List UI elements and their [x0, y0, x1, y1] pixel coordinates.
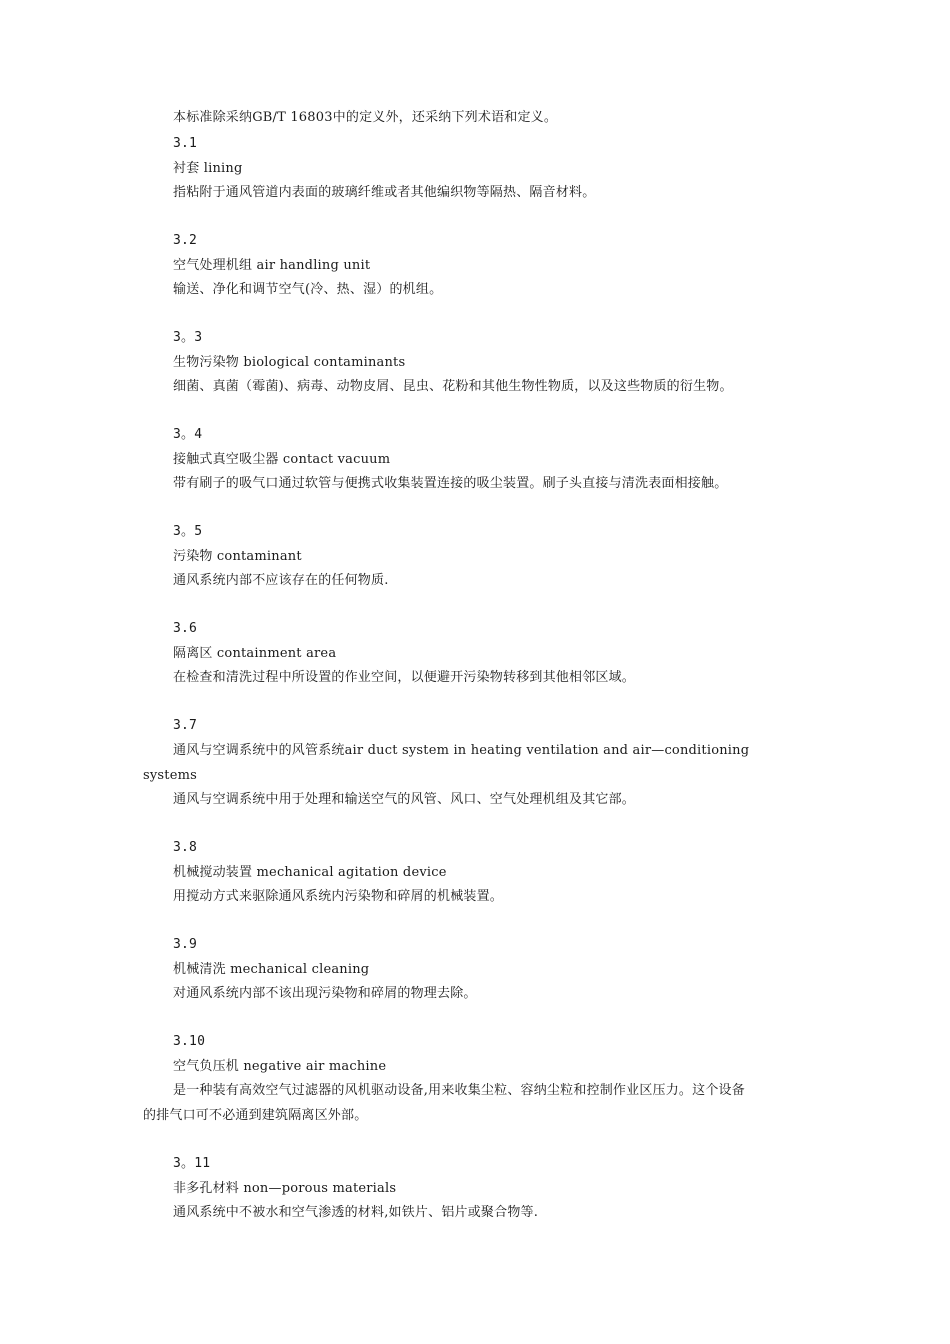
term-number: 3。3: [173, 330, 203, 345]
term-number: 3.8: [173, 840, 198, 855]
term-title: 机械搅动装置 mechanical agitation device: [173, 865, 447, 880]
term-definition: 输送、净化和调节空气(冷、热、湿）的机组。: [173, 282, 443, 297]
term-number: 3。11: [173, 1156, 211, 1171]
term-title: 生物污染物 biological contaminants: [173, 355, 406, 370]
term-title: 空气负压机 negative air machine: [173, 1059, 387, 1074]
term-number: 3.6: [173, 621, 198, 636]
term-definition: 细菌、真菌（霉菌)、病毒、动物皮屑、昆虫、花粉和其他生物性物质，以及这些物质的衍生物。: [173, 379, 733, 394]
term-title: 衬套 lining: [173, 161, 243, 176]
term-number: 3.7: [173, 718, 198, 733]
term-title: 隔离区 containment area: [173, 646, 337, 661]
term-definition: 是一种装有高效空气过滤器的风机驱动设备,用来收集尘粒、容纳尘粒和控制作业区压力。这个设备: [173, 1083, 745, 1098]
term-title: 通风与空调系统中的风管系统air duct system in heating ventilation and air—conditioning: [173, 743, 750, 758]
term-definition: 在检查和清洗过程中所设置的作业空间，以便避开污染物转移到其他相邻区域。: [173, 670, 636, 685]
term-number: 3.2: [173, 233, 198, 248]
term-definition: 通风系统中不被水和空气渗透的材料,如铁片、铝片或聚合物等.: [173, 1205, 539, 1220]
term-definition: 用搅动方式来驱除通风系统内污染物和碎屑的机械装置。: [173, 889, 504, 904]
term-title: 机械清洗 mechanical cleaning: [173, 962, 370, 977]
term-title-continued: systems: [143, 768, 198, 783]
term-number: 3.1: [173, 136, 198, 151]
term-number: 3。5: [173, 524, 203, 539]
term-definition-continued: 的排气口可不必通到建筑隔离区外部。: [143, 1108, 368, 1123]
term-definition: 对通风系统内部不该出现污染物和碎屑的物理去除。: [173, 986, 477, 1001]
term-definition: 带有刷子的吸气口通过软管与便携式收集装置连接的吸尘装置。刷子头直接与清洗表面相接触。: [173, 476, 728, 491]
term-number: 3.10: [173, 1034, 206, 1049]
intro-text: 本标准除采纳GB/T 16803中的定义外，还采纳下列术语和定义。: [173, 110, 558, 125]
term-definition: 通风与空调系统中用于处理和输送空气的风管、风口、空气处理机组及其它部。: [173, 792, 636, 807]
term-title: 空气处理机组 air handling unit: [173, 258, 371, 273]
term-number: 3.9: [173, 937, 198, 952]
term-title: 非多孔材料 non—porous materials: [173, 1181, 397, 1196]
term-definition: 指粘附于通风管道内表面的玻璃纤维或者其他编织物等隔热、隔音材料。: [173, 185, 596, 200]
term-number: 3。4: [173, 427, 203, 442]
term-title: 污染物 contaminant: [173, 549, 302, 564]
term-title: 接触式真空吸尘器 contact vacuum: [173, 452, 391, 467]
term-definition: 通风系统内部不应该存在的任何物质.: [173, 573, 389, 588]
